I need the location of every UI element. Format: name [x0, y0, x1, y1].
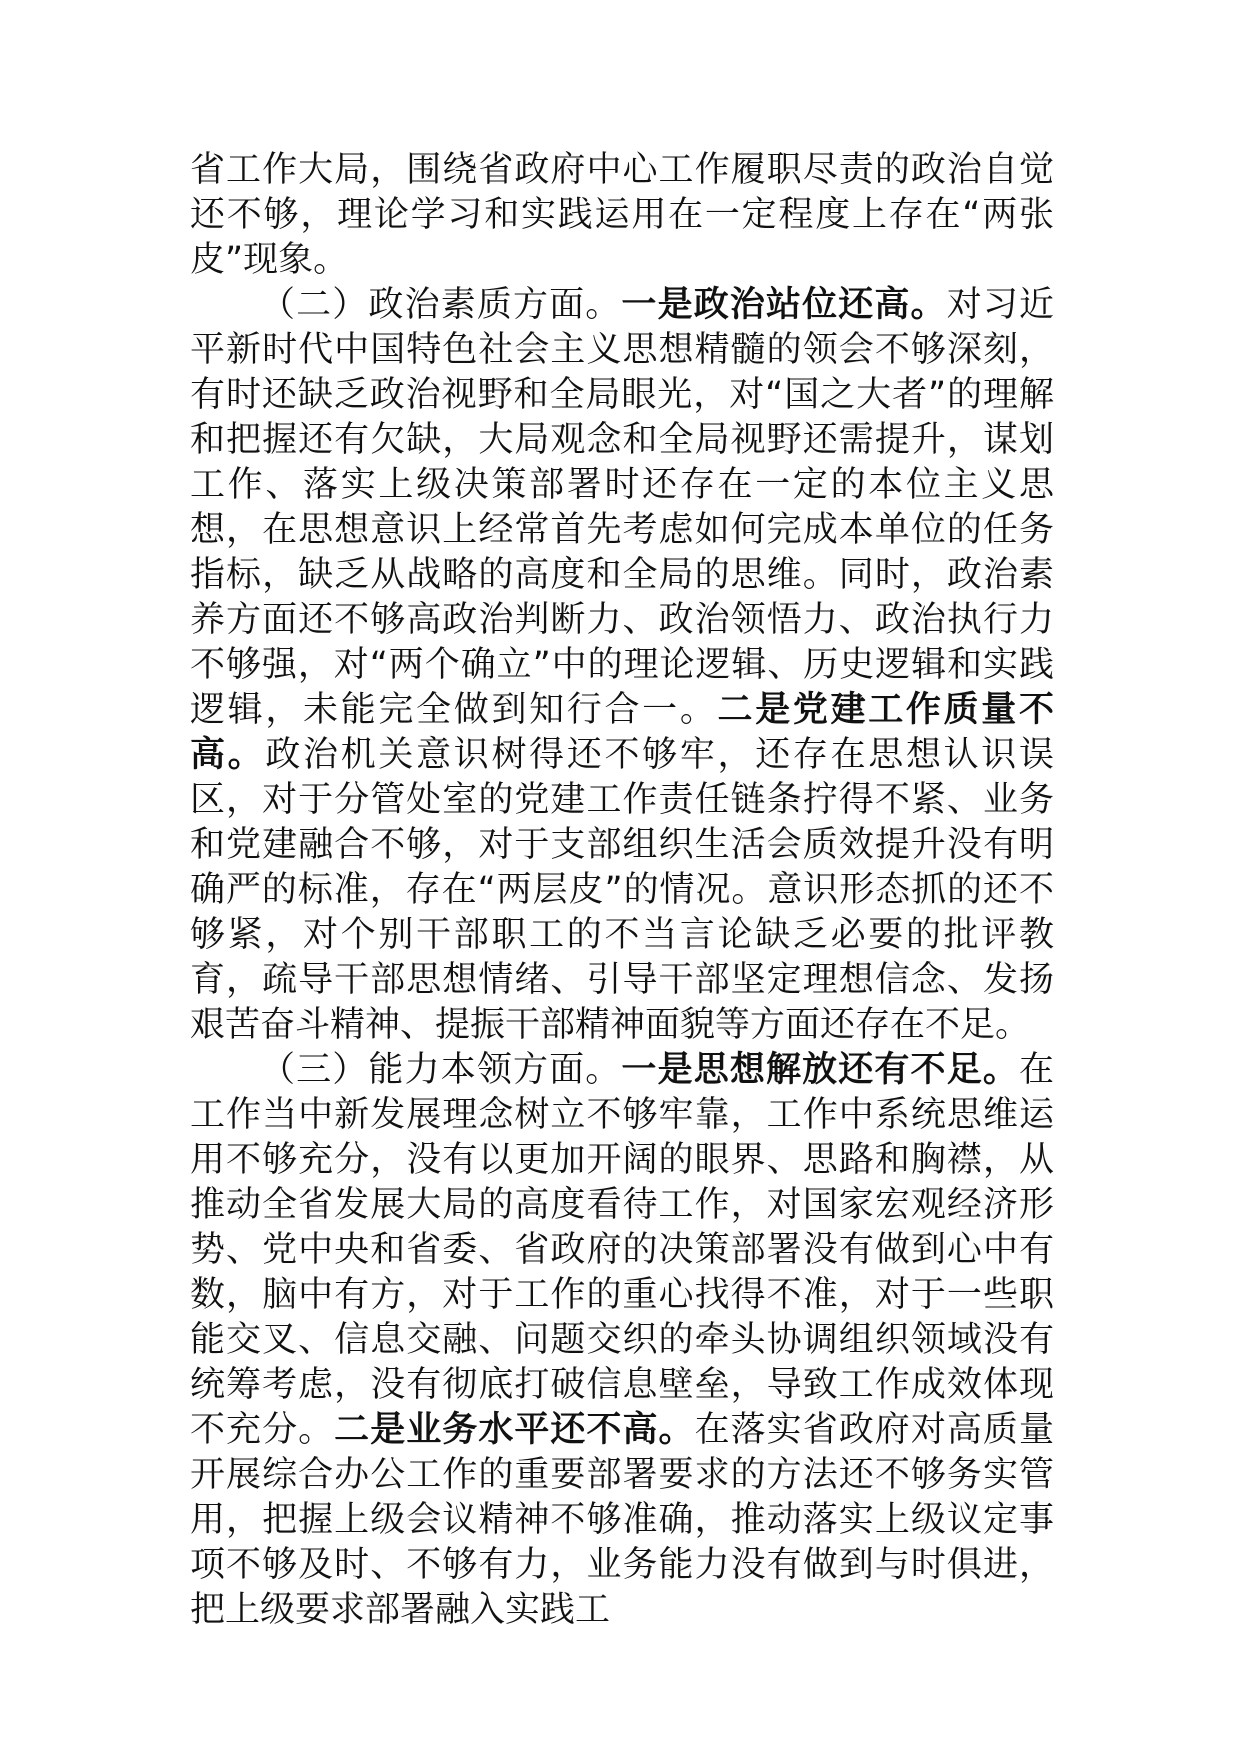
document-body — [190, 148, 1054, 1633]
paragraph-3 — [190, 1048, 1054, 1633]
bold-point-1: 一是政治站位还高。 — [621, 285, 947, 325]
bold-point-2: 二是党建工作质量不高。 — [190, 690, 1054, 775]
section-heading-political-quality: （二）政治素质方面。 — [260, 285, 622, 325]
paragraph-2 — [190, 283, 1054, 1048]
text-run: 政治机关意识树得还不够牢，还存在思想认识误区，对于分管处室的党建工作责任链条拧得不紧、业务和党建融合不够，对于支部组织生活会质效提升没有明确严的标准，存在“两层皮”的情况。意识形态抓的还不够紧，对个别干部职工的不当言论缺乏必要的批评教育，疏导干部思想情绪、引导干部坚定理想信念、发扬艰苦奋斗精神、提振干部精神面貌等方面还存在不足。 — [190, 735, 1054, 1045]
text-run: 对习近平新时代中国特色社会主义思想精髓的领会不够深刻，有时还缺乏政治视野和全局眼光，对“国之大者”的理解和把握还有欠缺，大局观念和全局视野还需提升，谋划工作、落实上级决策部署时还存在一定的本位主义思想，在思想意识上经常首先考虑如何完成本单位的任务指标，缺乏从战略的高度和全局的思维。同时，政治素养方面还不够高政治判断力、政治领悟力、政治执行力不够强，对“两个确立”中的理论逻辑、历史逻辑和实践逻辑，未能完全做到知行合一。 — [190, 285, 1054, 730]
paragraph-1 — [190, 148, 1054, 283]
text-run: 在工作当中新发展理念树立不够牢靠，工作中系统思维运用不够充分，没有以更加开阔的眼界、思路和胸襟，从推动全省发展大局的高度看待工作，对国家宏观经济形势、党中央和省委、省政府的决策部署没有做到心中有数，脑中有方，对于工作的重心找得不准，对于一些职能交叉、信息交融、问题交织的牵头协调组织领域没有统筹考虑，没有彻底打破信息壁垒，导致工作成效体现不充分。 — [190, 1050, 1054, 1450]
bold-point-2: 二是业务水平还不高。 — [334, 1410, 695, 1450]
text-run: 省工作大局，围绕省政府中心工作履职尽责的政治自觉还不够，理论学习和实践运用在一定程度上存在“两张皮”现象。 — [190, 150, 1054, 280]
text-run: 在落实省政府对高质量开展综合办公工作的重要部署要求的方法还不够务实管用，把握上级会议精神不够准确，推动落实上级议定事项不够及时、不够有力，业务能力没有做到与时俱进，把上级要求部署融入实践工 — [190, 1410, 1054, 1630]
section-heading-ability: （三）能力本领方面。 — [260, 1050, 622, 1090]
bold-point-1: 一是思想解放还有不足。 — [621, 1050, 1019, 1090]
